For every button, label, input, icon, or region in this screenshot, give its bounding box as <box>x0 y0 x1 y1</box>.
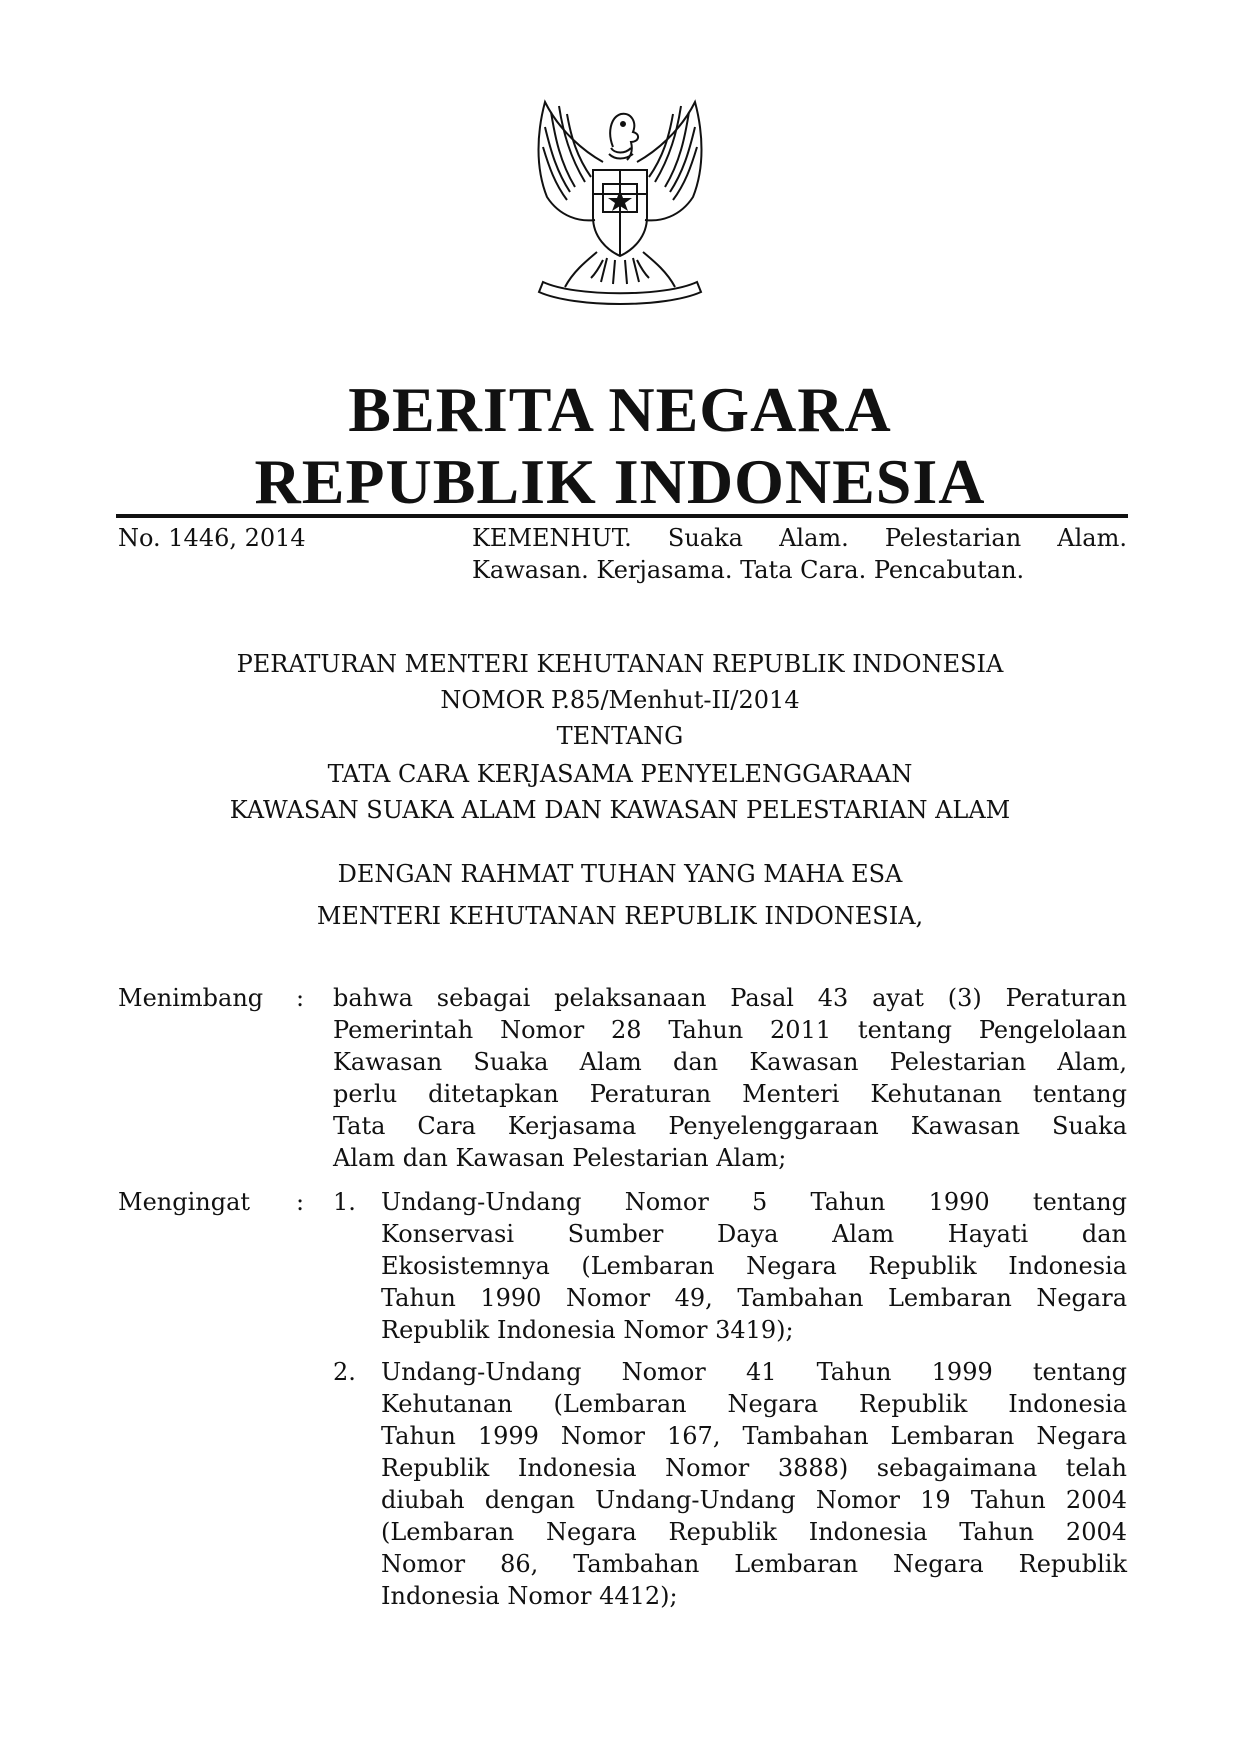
masthead-subtitle: REPUBLIK INDONESIA <box>254 446 986 517</box>
mengingat-label: Mengingat <box>118 1188 251 1216</box>
mengingat-item-line: diubah dengan Undang-Undang Nomor 19 Tahun 2004 <box>381 1486 1127 1514</box>
menimbang-line: Tata Cara Kerjasama Penyelenggaraan Kawasan Suaka <box>333 1112 1127 1140</box>
mengingat-item-line: Tahun 1999 Nomor 167, Tambahan Lembaran Negara <box>381 1422 1127 1450</box>
mengingat-item-line: Undang-Undang Nomor 41 Tahun 1999 tentang <box>381 1358 1127 1386</box>
mengingat-item-line: (Lembaran Negara Republik Indonesia Tahun 2004 <box>381 1518 1127 1546</box>
issue-topics-line-2: Kawasan. Kerjasama. Tata Cara. Pencabutan. <box>472 556 1025 584</box>
mengingat-item-line: Ekosistemnya (Lembaran Negara Republik Indonesia <box>381 1252 1127 1280</box>
mengingat-item-line: Undang-Undang Nomor 5 Tahun 1990 tentang <box>381 1188 1127 1216</box>
mengingat-item-line: Republik Indonesia Nomor 3888) sebagaimana telah <box>381 1454 1127 1482</box>
menimbang-colon: : <box>296 984 305 1012</box>
menimbang-label: Menimbang <box>118 984 264 1012</box>
mengingat-item-line: Konservasi Sumber Daya Alam Hayati dan <box>381 1220 1127 1248</box>
issue-topics-line-1: KEMENHUT. Suaka Alam. Pelestarian Alam. <box>472 524 1127 552</box>
mengingat-item-line: Kehutanan (Lembaran Negara Republik Indonesia <box>381 1390 1127 1418</box>
mengingat-item <box>381 1356 1127 1612</box>
mengingat-item-line: Nomor 86, Tambahan Lembaran Negara Republik <box>381 1550 1127 1578</box>
mengingat-item-number: 1. <box>333 1188 356 1216</box>
garuda-pancasila-emblem <box>515 92 725 312</box>
masthead-rule <box>116 514 1128 518</box>
menimbang-line: Kawasan Suaka Alam dan Kawasan Pelestarian Alam, <box>333 1048 1127 1076</box>
mengingat-item-line: Republik Indonesia Nomor 3419); <box>381 1316 794 1344</box>
mengingat-colon: : <box>296 1188 305 1216</box>
regulation-subject-line-2: KAWASAN SUAKA ALAM DAN KAWASAN PELESTARIAN ALAM <box>229 796 1011 824</box>
mengingat-item-line: Tahun 1990 Nomor 49, Tambahan Lembaran Negara <box>381 1284 1127 1312</box>
regulation-issuer: MENTERI KEHUTANAN REPUBLIK INDONESIA, <box>316 902 924 930</box>
mengingat-item-line: Indonesia Nomor 4412); <box>381 1582 678 1610</box>
regulation-invocation: DENGAN RAHMAT TUHAN YANG MAHA ESA <box>337 860 903 888</box>
issue-number: No. 1446, 2014 <box>118 524 306 552</box>
masthead-title: BERITA NEGARA <box>348 374 892 445</box>
regulation-number: NOMOR P.85/Menhut-II/2014 <box>440 686 800 714</box>
mengingat-item <box>381 1186 1127 1346</box>
menimbang-line: Alam dan Kawasan Pelestarian Alam; <box>333 1144 787 1172</box>
regulation-about: TENTANG <box>556 722 684 750</box>
mengingat-item-number: 2. <box>333 1358 356 1386</box>
menimbang-line: perlu ditetapkan Peraturan Menteri Kehutanan tentang <box>333 1080 1127 1108</box>
menimbang-paragraph <box>333 982 1127 1174</box>
menimbang-line: bahwa sebagai pelaksanaan Pasal 43 ayat (3) Peraturan <box>333 984 1127 1012</box>
menimbang-line: Pemerintah Nomor 28 Tahun 2011 tentang Pengelolaan <box>333 1016 1127 1044</box>
regulation-title: PERATURAN MENTERI KEHUTANAN REPUBLIK INDONESIA <box>236 650 1004 678</box>
regulation-subject-line-1: TATA CARA KERJASAMA PENYELENGGARAAN <box>327 760 913 788</box>
